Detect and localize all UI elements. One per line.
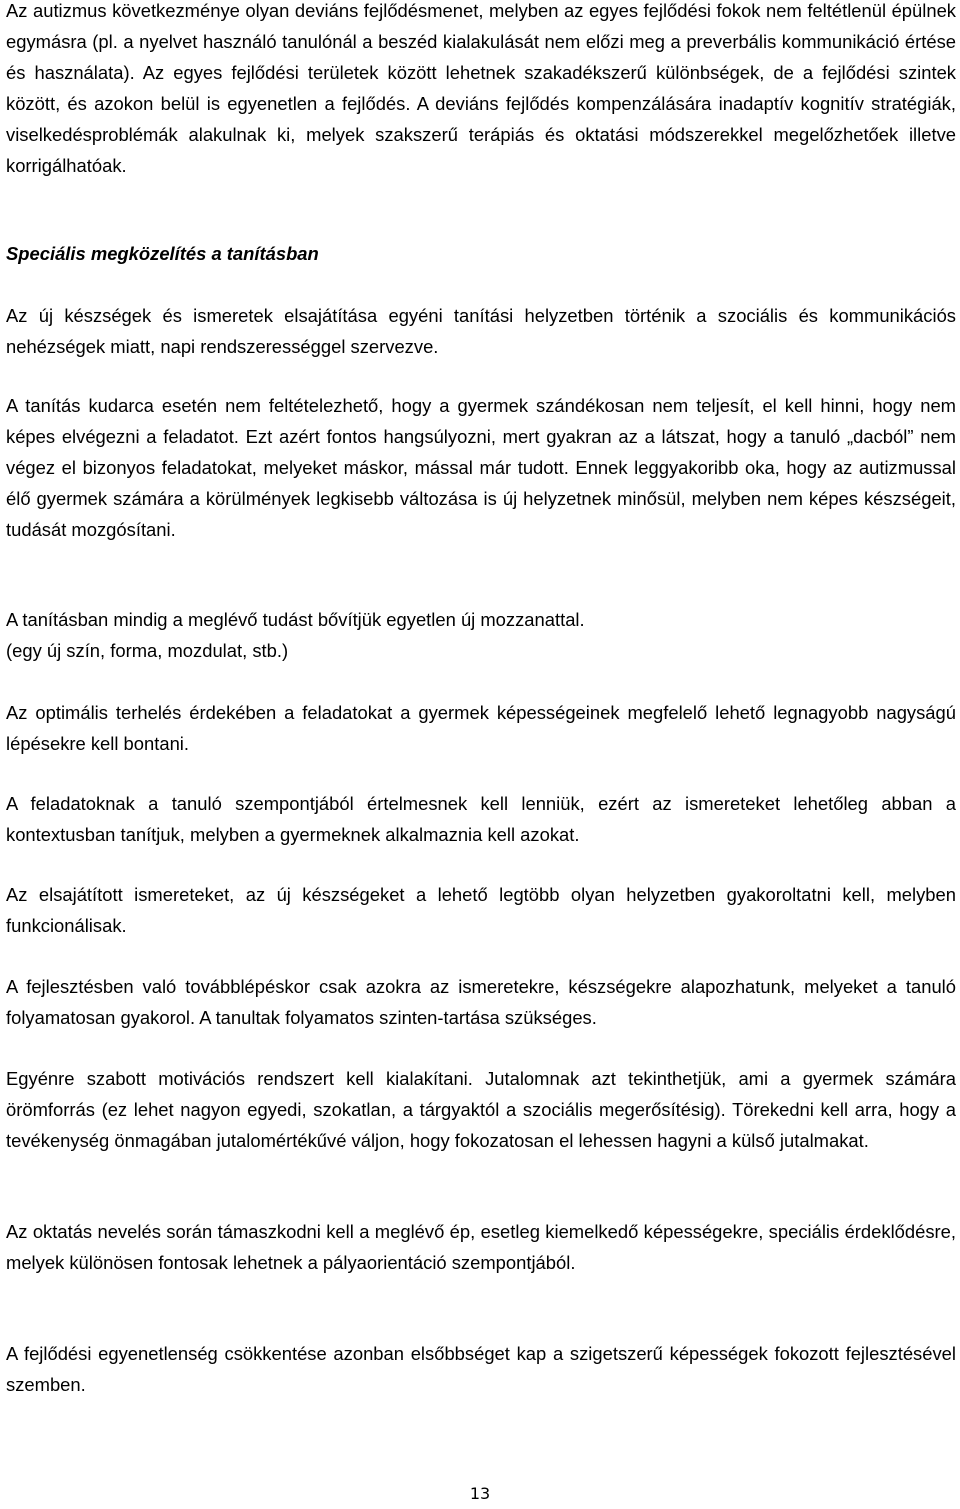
body-paragraph-group (6, 604, 956, 666)
body-paragraph-line: A tanításban mindig a meglévő tudást bővítjük egyetlen új mozzanattal. (6, 609, 585, 630)
body-paragraph: A fejlesztésben való továbblépéskor csak azokra az ismeretekre, készségekre alapozhatunk, melyeket a tanuló folyamatosan gyakorol. A tanultak folyamatos szinten-tartása szükséges. (6, 976, 956, 1028)
page-number: 13 (469, 1484, 491, 1503)
body-paragraph-line: (egy új szín, forma, mozdulat, stb.) (6, 640, 289, 661)
body-paragraph: Az optimális terhelés érdekében a feladatokat a gyermek képességeinek megfelelő lehető legnagyobb nagyságú lépésekre kell bontani. (6, 702, 956, 754)
body-paragraph: Az új készségek és ismeretek elsajátítása egyéni tanítási helyzetben történik a szociális és kommunikációs nehézségek miatt, napi rendszerességgel szervezve. (6, 305, 956, 357)
body-paragraph: Az elsajátított ismereteket, az új készségeket a lehető legtöbb olyan helyzetben gyakoroltatni kell, melyben funkcionálisak. (6, 884, 956, 936)
body-paragraph: Egyénre szabott motivációs rendszert kell kialakítani. Jutalomnak azt tekinthetjük, ami a gyermek számára örömforrás (ez lehet nagyon egyedi, szokatlan, a tárgyaktól a szociális megerősítésig). Törekedni kell arra, hogy a tevékenység önmagában jutalomértékűvé váljon, hogy fokozatosan el lehessen hagyni a külső jutalmakat. (6, 1068, 956, 1151)
section-heading: Speciális megközelítés a tanításban (6, 243, 319, 264)
body-paragraph: A fejlődési egyenetlenség csökkentése azonban elsőbbséget kap a szigetszerű képességek fokozott fejlesztésével szemben. (6, 1343, 956, 1395)
body-paragraph: Az oktatás nevelés során támaszkodni kell a meglévő ép, esetleg kiemelkedő képességekre, speciális érdeklődésre, melyek különösen fontosak lehetnek a pályaorientáció szempontjából. (6, 1221, 956, 1273)
body-paragraph: A feladatoknak a tanuló szempontjából értelmesnek kell lenniük, ezért az ismereteket lehetőleg abban a kontextusban tanítjuk, melyben a gyermeknek alkalmaznia kell azokat. (6, 793, 956, 845)
body-paragraph: A tanítás kudarca esetén nem feltételezhető, hogy a gyermek szándékosan nem teljesít, el kell hinni, hogy nem képes elvégezni a feladatot. Ezt azért fontos hangsúlyozni, mert gyakran az a látszat, hogy a tanuló „dacból” nem végez el bizonyos feladatokat, melyeket máskor, mással már tudott. Ennek leggyakoribb oka, hogy az autizmussal élő gyermek számára a körülmények legkisebb változása is új helyzetnek minősül, melyben nem képes készségeit, tudását mozgósítani. (6, 395, 956, 540)
intro-paragraph: Az autizmus következménye olyan deviáns fejlődésmenet, melyben az egyes fejlődési fokok nem feltétlenül épülnek egymásra (pl. a nyelvet használó tanulónál a beszéd kialakulását nem előzi meg a preverbális kommunikáció értése és használata). Az egyes fejlődési területek között lehetnek szakadékszerű különbségek, de a fejlődési szintek között, és azokon belül is egyenetlen a fejlődés. A deviáns fejlődés kompenzálására inadaptív kognitív stratégiák, viselkedésproblémák alakulnak ki, melyek szakszerű terápiás és oktatási módszerekkel megelőzhetőek illetve korrigálhatóak. (6, 0, 956, 176)
